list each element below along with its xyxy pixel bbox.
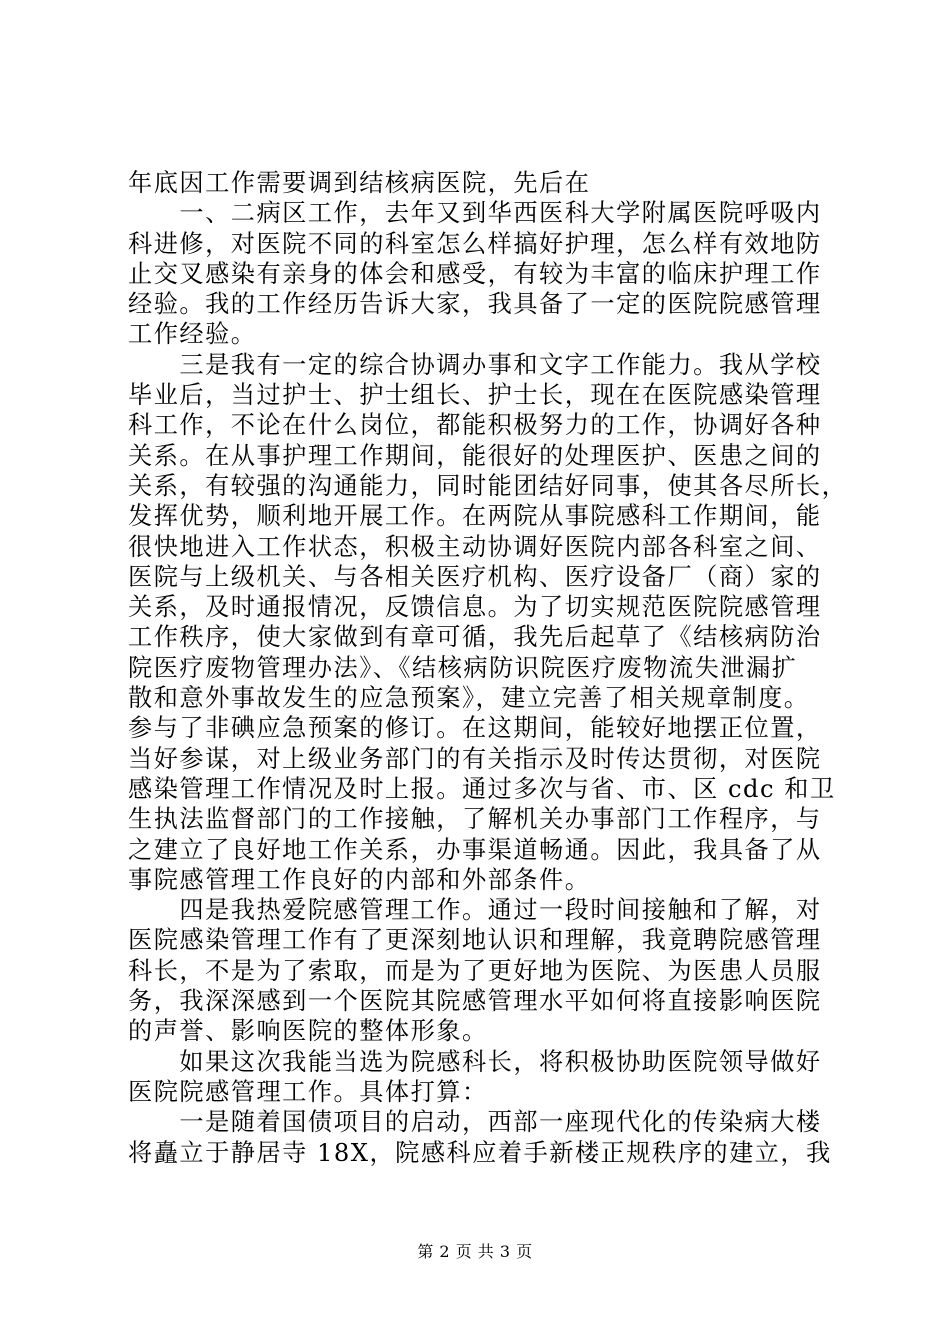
text-line: 当好参谋，对上级业务部门的有关指示及时传达贯彻，对医院 xyxy=(128,744,822,773)
text-line: 务，我深深感到一个医院其院感管理水平如何将直接影响医院 xyxy=(128,987,822,1016)
text-line: 毕业后，当过护士、护士组长、护士长，现在在医院感染管理 xyxy=(128,381,822,410)
text-line: 医院与上级机关、与各相关医疗机构、医疗设备厂（商）家的 xyxy=(128,562,822,591)
text-line: 将矗立于静居寺 18X，院感科应着手新楼正规秩序的建立，我 xyxy=(128,1138,832,1167)
page-indicator: 第 2 页 共 3 页 xyxy=(417,1242,533,1261)
text-line: 感染管理工作情况及时上报。通过多次与省、市、区 cdc 和卫 xyxy=(128,774,836,803)
text-line: 关系，及时通报情况，反馈信息。为了切实规范医院院感管理 xyxy=(128,593,822,622)
text-line: 医院感染管理工作有了更深刻地认识和理解，我竟聘院感管理 xyxy=(128,926,822,955)
text-line: 参与了非碘应急预案的修订。在这期间，能较好地摆正位置， xyxy=(128,714,822,743)
text-line: 一是随着国债项目的启动，西部一座现代化的传染病大楼 xyxy=(128,1108,822,1137)
text-line: 之建立了良好地工作关系，办事渠道畅通。因此，我具备了从 xyxy=(128,835,822,864)
text-line: 工作秩序，使大家做到有章可循，我先后起草了《结核病防治 xyxy=(128,623,822,652)
text-line: 发挥优势，顺利地开展工作。在两院从事院感科工作期间，能 xyxy=(128,502,822,531)
text-line: 医院院感管理工作。具体打算： xyxy=(128,1077,488,1106)
text-line: 院医疗废物管理办法》、《结核病防识院医疗废物流失泄漏扩 xyxy=(128,653,798,682)
text-line: 四是我热爱院感管理工作。通过一段时间接触和了解，对 xyxy=(128,896,822,925)
text-line: 科工作，不论在什么岗位，都能积极努力的工作，协调好各种 xyxy=(128,411,822,440)
text-line: 三是我有一定的综合协调办事和文字工作能力。我从学校 xyxy=(128,350,822,379)
text-line: 关系，有较强的沟通能力，同时能团结好同事，使其各尽所长， xyxy=(128,471,848,500)
text-line: 年底因工作需要调到结核病医院，先后在 xyxy=(128,169,591,197)
text-line: 如果这次我能当选为院感科长，将积极协助医院领导做好 xyxy=(128,1047,822,1076)
text-line: 很快地进入工作状态，积极主动协调好医院内部各科室之间、 xyxy=(128,532,822,561)
text-line: 工作经验。 xyxy=(128,320,257,349)
text-line: 关系。在从事护理工作期间，能很好的处理医护、医患之间的 xyxy=(128,441,822,470)
text-line: 的声誉、影响医院的整体形象。 xyxy=(128,1017,488,1046)
text-line: 事院感管理工作良好的内部和外部条件。 xyxy=(128,865,591,894)
text-line: 经验。我的工作经历告诉大家，我具备了一定的医院院感管理 xyxy=(128,290,822,319)
text-line: 生执法监督部门的工作接触，了解机关办事部门工作程序，与 xyxy=(128,805,822,834)
page-footer xyxy=(0,1242,950,1262)
text-line: 一、二病区工作，去年又到华西医科大学附属医院呼吸内 xyxy=(128,199,822,228)
text-line: 科长，不是为了索取，而是为了更好地为医院、为医患人员服 xyxy=(128,956,822,985)
text-line: 科进修，对医院不同的科室怎么样搞好护理，怎么样有效地防 xyxy=(128,229,822,258)
text-line: 散和意外事故发生的应急预案》，建立完善了相关规章制度。 xyxy=(128,684,810,713)
document-body xyxy=(128,168,848,1168)
text-line: 止交叉感染有亲身的体会和感受，有较为丰富的临床护理工作 xyxy=(128,259,822,288)
